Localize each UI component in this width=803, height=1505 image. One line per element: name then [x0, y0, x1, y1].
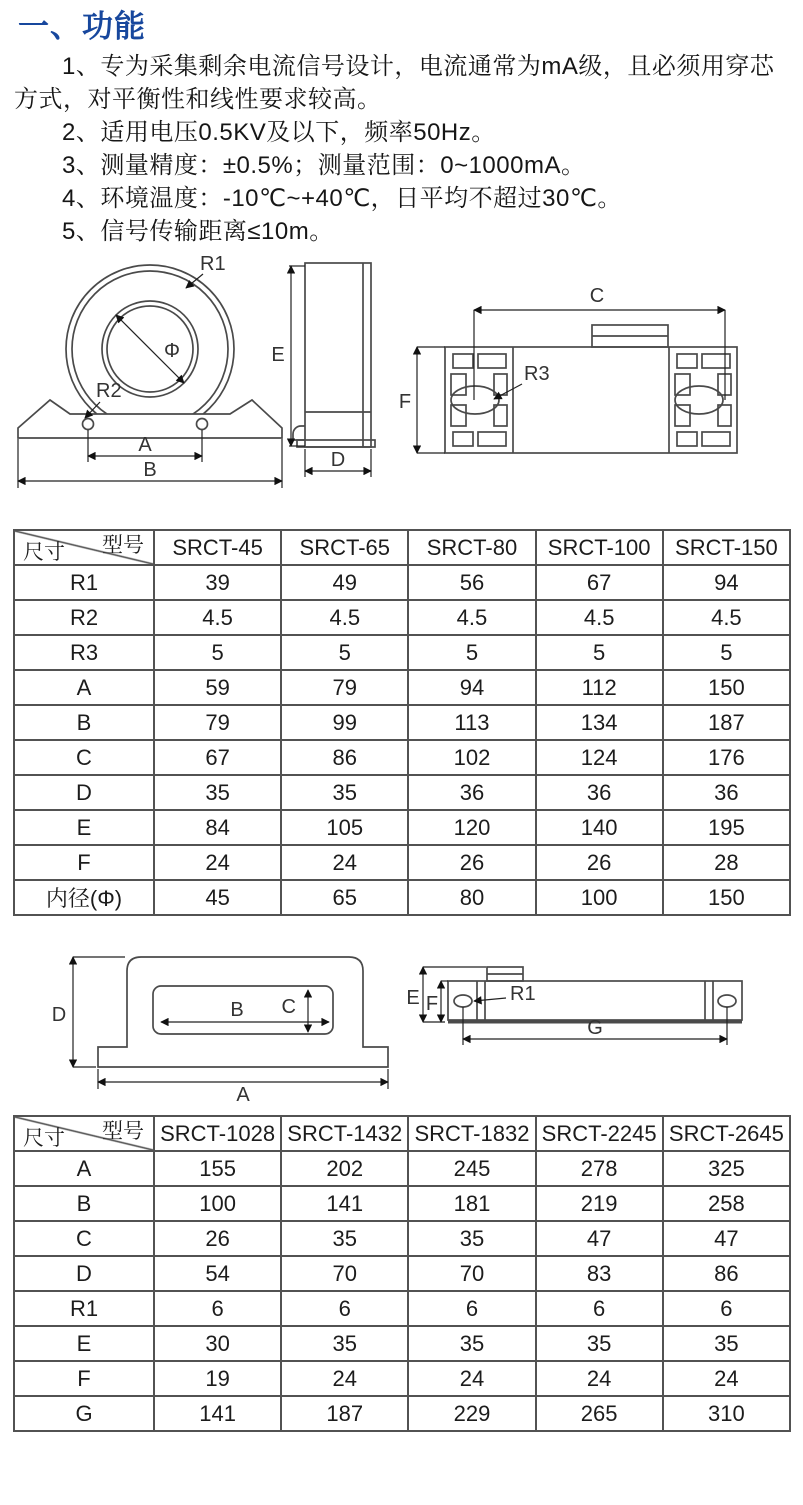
value-cell: 70 [281, 1256, 408, 1291]
dimension-label: A [14, 670, 154, 705]
dimension-label: D [14, 775, 154, 810]
model-header: SRCT-1432 [281, 1116, 408, 1151]
value-cell: 67 [154, 740, 281, 775]
value-cell: 219 [536, 1186, 663, 1221]
dimension-label: F [14, 845, 154, 880]
value-cell: 176 [663, 740, 790, 775]
dim-label-r1: R1 [200, 253, 226, 275]
table-header-row [14, 530, 790, 565]
value-cell: 5 [536, 635, 663, 670]
dim-label-e: E [406, 987, 420, 1009]
value-cell: 35 [536, 1326, 663, 1361]
rect-side-view [448, 967, 742, 1022]
value-cell: 54 [154, 1256, 281, 1291]
dim-label-e: E [271, 344, 285, 366]
value-cell: 99 [281, 705, 408, 740]
value-cell: 35 [408, 1221, 535, 1256]
value-cell: 26 [408, 845, 535, 880]
model-header: SRCT-2245 [536, 1116, 663, 1151]
value-cell: 202 [281, 1151, 408, 1186]
dim-label-r2: R2 [96, 380, 122, 402]
value-cell: 181 [408, 1186, 535, 1221]
dimension-label: C [14, 740, 154, 775]
value-cell: 30 [154, 1326, 281, 1361]
value-cell: 187 [663, 705, 790, 740]
dim-label-g: G [587, 1017, 603, 1039]
value-cell: 6 [154, 1291, 281, 1326]
table-row [14, 880, 790, 915]
value-cell: 28 [663, 845, 790, 880]
value-cell: 4.5 [408, 600, 535, 635]
value-cell: 258 [663, 1186, 790, 1221]
feature-list [14, 50, 776, 248]
value-cell: 35 [281, 1221, 408, 1256]
feature-item: 4、环境温度：-10℃~+40℃，日平均不超过30℃。 [62, 185, 622, 212]
value-cell: 6 [536, 1291, 663, 1326]
dim-label-a: A [236, 1084, 250, 1106]
table-row [14, 600, 790, 635]
table-row [14, 670, 790, 705]
value-cell: 5 [663, 635, 790, 670]
value-cell: 35 [281, 775, 408, 810]
value-cell: 134 [536, 705, 663, 740]
table-row [14, 705, 790, 740]
value-cell: 141 [281, 1186, 408, 1221]
dim-label-phi: Φ [164, 340, 180, 362]
value-cell: 49 [281, 565, 408, 600]
table-row [14, 1151, 790, 1186]
dimension-label: R2 [14, 600, 154, 635]
value-cell: 80 [408, 880, 535, 915]
value-cell: 36 [663, 775, 790, 810]
dim-label-d: D [330, 449, 346, 471]
value-cell: 112 [536, 670, 663, 705]
corner-cell [14, 1116, 154, 1151]
value-cell: 56 [408, 565, 535, 600]
model-header: SRCT-150 [663, 530, 790, 565]
model-header: SRCT-100 [536, 530, 663, 565]
value-cell: 94 [663, 565, 790, 600]
dimension-label: A [14, 1151, 154, 1186]
table-row [14, 1186, 790, 1221]
value-cell: 67 [536, 565, 663, 600]
value-cell: 6 [663, 1291, 790, 1326]
value-cell: 150 [663, 880, 790, 915]
value-cell: 141 [154, 1396, 281, 1431]
value-cell: 155 [154, 1151, 281, 1186]
value-cell: 5 [408, 635, 535, 670]
rect-dimension-drawing [12, 932, 792, 1107]
dim-label-r3: R3 [524, 363, 550, 385]
model-header: SRCT-2645 [663, 1116, 790, 1151]
table-row [14, 845, 790, 880]
dimension-label: B [14, 705, 154, 740]
value-cell: 36 [408, 775, 535, 810]
dimension-label: E [14, 810, 154, 845]
value-cell: 245 [408, 1151, 535, 1186]
value-cell: 325 [663, 1151, 790, 1186]
dim-label-f: F [398, 391, 412, 413]
feature-item: 3、测量精度：±0.5%；测量范围：0~1000mA。 [62, 152, 586, 179]
value-cell: 24 [663, 1361, 790, 1396]
value-cell: 4.5 [663, 600, 790, 635]
value-cell: 6 [408, 1291, 535, 1326]
value-cell: 6 [281, 1291, 408, 1326]
table-row [14, 1326, 790, 1361]
dim-label-r1: R1 [510, 983, 536, 1005]
table-row [14, 1361, 790, 1396]
value-cell: 105 [281, 810, 408, 845]
value-cell: 120 [408, 810, 535, 845]
dimension-label: F [14, 1361, 154, 1396]
toroid-side-view [293, 263, 375, 447]
model-header: SRCT-80 [408, 530, 535, 565]
value-cell: 5 [281, 635, 408, 670]
value-cell: 94 [408, 670, 535, 705]
table-row [14, 565, 790, 600]
dimension-table-round [13, 529, 791, 916]
value-cell: 278 [536, 1151, 663, 1186]
table-row [14, 1291, 790, 1326]
value-cell: 113 [408, 705, 535, 740]
value-cell: 83 [536, 1256, 663, 1291]
value-cell: 24 [281, 1361, 408, 1396]
dim-label-c: C [589, 285, 605, 307]
value-cell: 24 [408, 1361, 535, 1396]
value-cell: 36 [536, 775, 663, 810]
value-cell: 229 [408, 1396, 535, 1431]
value-cell: 35 [408, 1326, 535, 1361]
table-header-row [14, 1116, 790, 1151]
value-cell: 4.5 [281, 600, 408, 635]
dim-label-b: B [230, 999, 244, 1021]
value-cell: 102 [408, 740, 535, 775]
value-cell: 39 [154, 565, 281, 600]
value-cell: 79 [154, 705, 281, 740]
corner-label-model: 型号 [102, 534, 144, 557]
value-cell: 187 [281, 1396, 408, 1431]
value-cell: 79 [281, 670, 408, 705]
value-cell: 70 [408, 1256, 535, 1291]
rect-front-dimensions [73, 957, 388, 1089]
table-row [14, 1221, 790, 1256]
value-cell: 195 [663, 810, 790, 845]
value-cell: 124 [536, 740, 663, 775]
dimension-table-rect [13, 1115, 791, 1432]
value-cell: 47 [536, 1221, 663, 1256]
feature-item: 2、适用电压0.5KV及以下，频率50Hz。 [62, 119, 496, 146]
value-cell: 35 [281, 1326, 408, 1361]
dim-label-a: A [138, 434, 152, 456]
value-cell: 100 [154, 1186, 281, 1221]
table-row [14, 775, 790, 810]
value-cell: 24 [281, 845, 408, 880]
model-header: SRCT-65 [281, 530, 408, 565]
dimension-label: G [14, 1396, 154, 1431]
value-cell: 24 [154, 845, 281, 880]
value-cell: 150 [663, 670, 790, 705]
table-row [14, 635, 790, 670]
dimension-label: C [14, 1221, 154, 1256]
value-cell: 4.5 [154, 600, 281, 635]
table-row [14, 1256, 790, 1291]
value-cell: 65 [281, 880, 408, 915]
model-header: SRCT-45 [154, 530, 281, 565]
value-cell: 84 [154, 810, 281, 845]
value-cell: 140 [536, 810, 663, 845]
toroid-side-dimensions [289, 266, 371, 477]
dim-label-f: F [425, 993, 439, 1015]
dim-label-b: B [143, 459, 157, 481]
value-cell: 26 [154, 1221, 281, 1256]
toroid-front-view [18, 265, 285, 438]
corner-label-dimension: 尺寸 [23, 1127, 65, 1150]
value-cell: 100 [536, 880, 663, 915]
table-row [14, 1396, 790, 1431]
corner-label-model: 型号 [102, 1120, 144, 1143]
toroid-dimension-drawing [12, 250, 792, 515]
value-cell: 265 [536, 1396, 663, 1431]
value-cell: 35 [663, 1326, 790, 1361]
value-cell: 35 [154, 775, 281, 810]
value-cell: 5 [154, 635, 281, 670]
value-cell: 59 [154, 670, 281, 705]
model-header: SRCT-1028 [154, 1116, 281, 1151]
dimension-label: R1 [14, 565, 154, 600]
value-cell: 47 [663, 1221, 790, 1256]
table-row [14, 740, 790, 775]
dim-label-d: D [51, 1004, 67, 1026]
section-heading: 一、功能 [18, 9, 146, 44]
model-header: SRCT-1832 [408, 1116, 535, 1151]
dimension-label: R1 [14, 1291, 154, 1326]
corner-label-dimension: 尺寸 [23, 541, 65, 564]
value-cell: 4.5 [536, 600, 663, 635]
value-cell: 26 [536, 845, 663, 880]
feature-item: 5、信号传输距离≤10m。 [62, 218, 334, 245]
feature-item: 1、专为采集剩余电流信号设计，电流通常为mA级，且必须用穿芯方式，对平衡性和线性要求较高。 [14, 53, 775, 113]
value-cell: 24 [536, 1361, 663, 1396]
corner-cell [14, 530, 154, 565]
table-row [14, 810, 790, 845]
dim-label-c: C [281, 996, 296, 1018]
dimension-label: R3 [14, 635, 154, 670]
value-cell: 310 [663, 1396, 790, 1431]
dimension-label: E [14, 1326, 154, 1361]
value-cell: 45 [154, 880, 281, 915]
dimension-label: D [14, 1256, 154, 1291]
value-cell: 19 [154, 1361, 281, 1396]
value-cell: 86 [281, 740, 408, 775]
dimension-label: 内径(Φ) [14, 880, 154, 915]
value-cell: 86 [663, 1256, 790, 1291]
toroid-bottom-view [445, 325, 737, 453]
dimension-label: B [14, 1186, 154, 1221]
